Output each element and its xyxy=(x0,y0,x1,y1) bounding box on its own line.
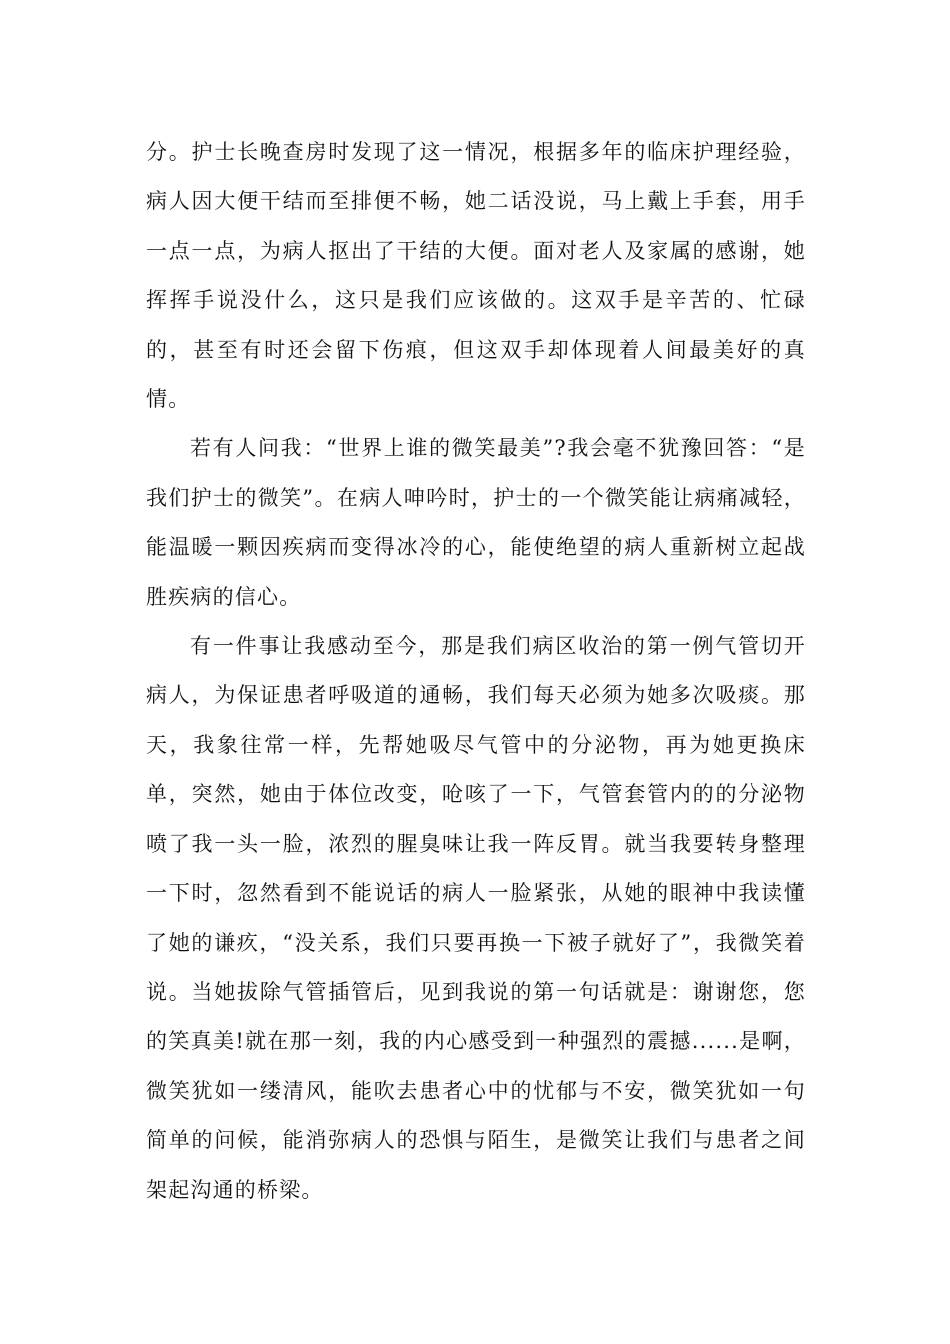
paragraph-story: 有一件事让我感动至今，那是我们病区收治的第一例气管切开病人，为保证患者呼吸道的通畅，我们每天必须为她多次吸痰。那天，我象往常一样，先帮她吸尽气管中的分泌物，再为她更换床单，突然，她由于体位改变，呛咳了一下，气管套管内的的分泌物喷了我一头一脸，浓烈的腥臭味让我一阵反胃。就当我要转身整理一下时，忽然看到不能说话的病人一脸紧张，从她的眼神中我读懂了她的谦疚，“没关系，我们只要再换一下被子就好了”，我微笑着说。当她拔除气管插管后，见到我说的第一句话就是：谢谢您，您的笑真美!就在那一刻，我的内心感受到一种强烈的震撼......是啊，微笑犹如一缕清风，能吹去患者心中的忧郁与不安，微笑犹如一句简单的问候，能消弥病人的恐惧与陌生，是微笑让我们与患者之间架起沟通的桥梁。 xyxy=(146,634,806,1202)
paragraph-smile: 若有人问我：“世界上谁的微笑最美”?我会毫不犹豫回答：“是我们护士的微笑”。在病人呻吟时，护士的一个微笑能让病痛减轻，能温暖一颗因疾病而变得冰冷的心，能使绝望的病人重新树立起战胜疾病的信心。 xyxy=(146,436,806,609)
document-body xyxy=(146,128,806,1215)
paragraph-continuation: 分。护士长晚查房时发现了这一情况，根据多年的临床护理经验，病人因大便干结而至排便不畅，她二话没说，马上戴上手套，用手一点一点，为病人抠出了干结的大便。面对老人及家属的感谢，她挥挥手说没什么，这只是我们应该做的。这双手是辛苦的、忙碌的，甚至有时还会留下伤痕，但这双手却体现着人间最美好的真情。 xyxy=(146,140,806,412)
